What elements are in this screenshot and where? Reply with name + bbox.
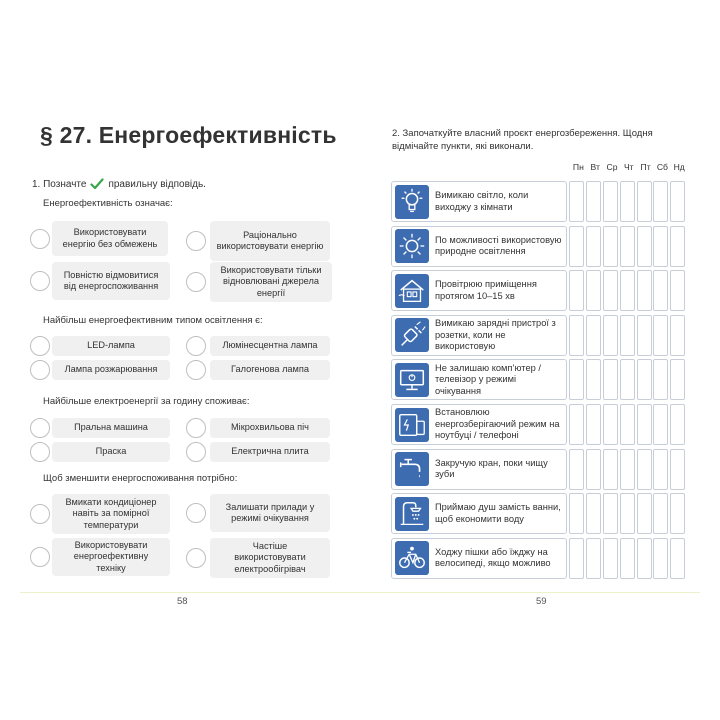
- tracker-checkbox-cell[interactable]: [653, 449, 668, 490]
- tracker-checkbox-cell[interactable]: [653, 226, 668, 267]
- tracker-checkbox-cell[interactable]: [670, 181, 685, 222]
- answer-label: Використовувати енергоефективну техніку: [52, 538, 170, 576]
- tracker-checkbox-cell[interactable]: [586, 226, 601, 267]
- tracker-checkbox-cell[interactable]: [653, 493, 668, 534]
- tracker-checkbox-cell[interactable]: [586, 315, 601, 356]
- tracker-checkbox-cell[interactable]: [603, 404, 618, 445]
- weekday-label: Ср: [606, 162, 618, 172]
- tracker-checkbox-cell[interactable]: [670, 270, 685, 311]
- weekday-label: Чт: [623, 162, 634, 172]
- tracker-checkbox-cell[interactable]: [620, 315, 635, 356]
- answer-radio[interactable]: [30, 271, 50, 291]
- plug-icon: [395, 318, 429, 352]
- tracker-checkbox-cell[interactable]: [586, 538, 601, 579]
- house-ventilation-icon: [395, 274, 429, 308]
- weekday-label: Сб: [656, 162, 668, 172]
- tracker-row: [391, 315, 687, 356]
- monitor-icon: [395, 363, 429, 397]
- tracker-row-label: [391, 359, 567, 400]
- checkmark-icon: [90, 178, 104, 190]
- answer-label: Мікрохвильова піч: [210, 418, 330, 438]
- answer-radio[interactable]: [186, 548, 206, 568]
- tracker-row: [391, 449, 687, 490]
- tracker-checkbox-cell[interactable]: [670, 359, 685, 400]
- tracker-checkbox-cell[interactable]: [637, 538, 652, 579]
- tracker-checkbox-cell[interactable]: [569, 359, 584, 400]
- answer-option[interactable]: [186, 494, 330, 532]
- tracker-checkbox-cell[interactable]: [586, 359, 601, 400]
- tracker-checkbox-cell[interactable]: [569, 315, 584, 356]
- tracker-row-text: Приймаю душ замість ванни, щоб економити воду: [435, 502, 561, 524]
- question-1: [32, 178, 206, 190]
- answer-radio[interactable]: [30, 360, 50, 380]
- tracker-checkbox-cell[interactable]: [603, 270, 618, 311]
- answer-option[interactable]: [30, 336, 170, 356]
- light-bulb-icon: [395, 185, 429, 219]
- question-2: 2. Започаткуйте власний проєкт енергозбереження. Щодня відмічайте пункти, які виконали.: [392, 128, 653, 152]
- tracker-checkbox-cell[interactable]: [670, 404, 685, 445]
- tracker-checkbox-cell[interactable]: [637, 449, 652, 490]
- tracker-row-text: Ходжу пішки або їжджу на велосипеді, якщо можливо: [435, 546, 551, 569]
- answer-option[interactable]: [186, 442, 330, 462]
- tracker-checkbox-cell[interactable]: [586, 449, 601, 490]
- page-title: § 27. Енергоефективність: [40, 122, 337, 148]
- answer-radio[interactable]: [30, 418, 50, 438]
- group-question: Енергоефективність означає:: [43, 198, 173, 209]
- answer-label: Залишати прилади у режимі очікування: [210, 494, 330, 532]
- tracker-row-label: [391, 226, 567, 267]
- tracker-cells: [569, 449, 687, 490]
- answer-radio[interactable]: [186, 418, 206, 438]
- tracker-checkbox-cell[interactable]: [603, 181, 618, 222]
- tracker-checkbox-cell[interactable]: [586, 404, 601, 445]
- tracker-row-label: [391, 270, 567, 311]
- tracker-checkbox-cell[interactable]: [653, 538, 668, 579]
- tracker-checkbox-cell[interactable]: [569, 270, 584, 311]
- tracker-row-label: [391, 493, 567, 534]
- answer-radio[interactable]: [186, 360, 206, 380]
- weekday-label: Пн: [572, 162, 584, 172]
- sun-icon: [395, 229, 429, 263]
- answer-radio[interactable]: [186, 336, 206, 356]
- group-question: Щоб зменшити енергоспоживання потрібно:: [43, 473, 238, 484]
- tracker-row-text: По можливості використовую природне освітлення: [435, 234, 562, 257]
- tracker-checkbox-cell[interactable]: [620, 404, 635, 445]
- tracker-row-text: Провітрюю приміщення протягом 10–15 хв: [435, 279, 537, 301]
- tracker-checkbox-cell[interactable]: [670, 449, 685, 490]
- tracker-checkbox-cell[interactable]: [603, 538, 618, 579]
- answer-option[interactable]: [30, 262, 170, 300]
- tracker-row-label: [391, 404, 567, 445]
- tracker-checkbox-cell[interactable]: [569, 404, 584, 445]
- answer-radio[interactable]: [186, 503, 206, 523]
- tracker-checkbox-cell[interactable]: [637, 359, 652, 400]
- tracker-cells: [569, 226, 687, 267]
- answer-option[interactable]: [186, 262, 332, 302]
- answer-label: LED-лампа: [52, 336, 170, 356]
- tracker-checkbox-cell[interactable]: [603, 315, 618, 356]
- tracker-checkbox-cell[interactable]: [670, 226, 685, 267]
- answer-label: Галогенова лампа: [210, 360, 330, 380]
- tracker-checkbox-cell[interactable]: [670, 538, 685, 579]
- answer-option[interactable]: [30, 221, 168, 256]
- tracker-checkbox-cell[interactable]: [569, 449, 584, 490]
- answer-option[interactable]: [30, 442, 170, 462]
- tracker-checkbox-cell[interactable]: [569, 538, 584, 579]
- weekday-label: Нд: [673, 162, 685, 172]
- tracker-checkbox-cell[interactable]: [603, 359, 618, 400]
- question-1-prefix: 1. Позначте: [32, 178, 87, 190]
- answer-label: Частіше використовувати електрообігрівач: [210, 538, 330, 578]
- faucet-icon: [395, 452, 429, 486]
- tracker-row-label: [391, 181, 567, 222]
- answer-radio[interactable]: [186, 272, 206, 292]
- tracker-row: [391, 493, 687, 534]
- tracker-row-text: Встановлюю енергозберігаючий режим на ноутбуці / телефоні: [435, 407, 560, 441]
- bicycle-icon: [395, 541, 429, 575]
- tracker-row: [391, 226, 687, 267]
- tracker-checkbox-cell[interactable]: [637, 226, 652, 267]
- tracker-checkbox-cell[interactable]: [637, 270, 652, 311]
- tracker-checkbox-cell[interactable]: [620, 181, 635, 222]
- tracker-cells: [569, 359, 687, 400]
- tracker-row: [391, 270, 687, 311]
- question-1-suffix: правильну відповідь.: [108, 178, 206, 190]
- answer-option[interactable]: [186, 221, 330, 261]
- shower-icon: [395, 497, 429, 531]
- tracker-checkbox-cell[interactable]: [670, 315, 685, 356]
- tracker-checkbox-cell[interactable]: [637, 404, 652, 445]
- tracker-checkbox-cell[interactable]: [603, 493, 618, 534]
- tracker-row: [391, 359, 687, 400]
- weekday-header: [570, 162, 688, 172]
- tracker-cells: [569, 404, 687, 445]
- weekday-label: Вт: [590, 162, 600, 172]
- tracker-checkbox-cell[interactable]: [637, 181, 652, 222]
- answer-label: Лампа розжарювання: [52, 360, 170, 380]
- answer-label: Раціонально використовувати енергію: [210, 221, 330, 261]
- answer-radio[interactable]: [186, 442, 206, 462]
- tracker-cells: [569, 315, 687, 356]
- tracker-checkbox-cell[interactable]: [620, 538, 635, 579]
- tracker-checkbox-cell[interactable]: [637, 315, 652, 356]
- tracker-row-text: Не залишаю комп’ютер / телевізор у режимі очікування: [435, 362, 541, 396]
- tracker-row-label: [391, 449, 567, 490]
- answer-radio[interactable]: [186, 231, 206, 251]
- tracker-checkbox-cell[interactable]: [586, 181, 601, 222]
- tracker-row: [391, 538, 687, 579]
- answer-label: Люмінесцентна лампа: [210, 336, 330, 356]
- answer-option[interactable]: [30, 494, 170, 534]
- answer-option[interactable]: [30, 360, 170, 380]
- answer-radio[interactable]: [30, 336, 50, 356]
- tracker-cells: [569, 181, 687, 222]
- tracker-row: [391, 404, 687, 445]
- tracker-row-text: Закручую кран, поки чищу зуби: [435, 457, 548, 480]
- tracker-cells: [569, 493, 687, 534]
- answer-option[interactable]: [186, 336, 330, 356]
- group-question: Найбільш енергоефективним типом освітлення є:: [43, 315, 263, 326]
- answer-label: Використовувати енергію без обмежень: [52, 221, 168, 256]
- answer-radio[interactable]: [30, 547, 50, 567]
- answer-label: Пральна машина: [52, 418, 170, 438]
- tracker-checkbox-cell[interactable]: [670, 493, 685, 534]
- tracker-row-text: Вимикаю зарядні пристрої з розетки, коли не використовую: [435, 318, 556, 352]
- group-question: Найбільше електроенергії за годину споживає:: [43, 396, 250, 407]
- tracker-checkbox-cell[interactable]: [620, 359, 635, 400]
- tracker-checkbox-cell[interactable]: [653, 404, 668, 445]
- answer-label: Повністю відмовитися від енергоспоживання: [52, 262, 170, 300]
- answer-option[interactable]: [30, 538, 170, 576]
- answer-option[interactable]: [186, 418, 330, 438]
- tracker-checkbox-cell[interactable]: [653, 315, 668, 356]
- page-number: 59: [536, 596, 547, 607]
- tracker-checkbox-cell[interactable]: [586, 270, 601, 311]
- tracker-checkbox-cell[interactable]: [620, 493, 635, 534]
- answer-option[interactable]: [186, 360, 330, 380]
- tracker-checkbox-cell[interactable]: [637, 493, 652, 534]
- answer-radio[interactable]: [30, 504, 50, 524]
- tracker-checkbox-cell[interactable]: [603, 449, 618, 490]
- answer-option[interactable]: [30, 418, 170, 438]
- tracker-checkbox-cell[interactable]: [569, 181, 584, 222]
- tracker-checkbox-cell[interactable]: [569, 493, 584, 534]
- tracker-row-label: [391, 315, 567, 356]
- laptop-phone-icon: [395, 408, 429, 442]
- tracker-row-text: Вимикаю світло, коли виходжу з кімнати: [435, 190, 529, 212]
- tracker-checkbox-cell[interactable]: [586, 493, 601, 534]
- tracker-cells: [569, 270, 687, 311]
- answer-label: Електрична плита: [210, 442, 330, 462]
- tracker-checkbox-cell[interactable]: [603, 226, 618, 267]
- tracker-checkbox-cell[interactable]: [620, 226, 635, 267]
- weekday-label: Пт: [640, 162, 651, 172]
- answer-label: Використовувати тільки відновлювані джерела енергії: [210, 262, 332, 302]
- tracker-row-label: [391, 538, 567, 579]
- tracker-checkbox-cell[interactable]: [620, 449, 635, 490]
- answer-option[interactable]: [186, 538, 330, 578]
- answer-label: Вмикати кондиціонер навіть за помірної температури: [52, 494, 170, 534]
- answer-radio[interactable]: [30, 442, 50, 462]
- tracker-row: [391, 181, 687, 222]
- tracker-checkbox-cell[interactable]: [653, 181, 668, 222]
- answer-radio[interactable]: [30, 229, 50, 249]
- page-number: 58: [177, 596, 188, 607]
- right-page: [360, 0, 720, 720]
- tracker-checkbox-cell[interactable]: [653, 359, 668, 400]
- tracker-checkbox-cell[interactable]: [569, 226, 584, 267]
- tracker-checkbox-cell[interactable]: [653, 270, 668, 311]
- tracker-cells: [569, 538, 687, 579]
- page-divider-line: [20, 592, 700, 593]
- answer-label: Праска: [52, 442, 170, 462]
- tracker-checkbox-cell[interactable]: [620, 270, 635, 311]
